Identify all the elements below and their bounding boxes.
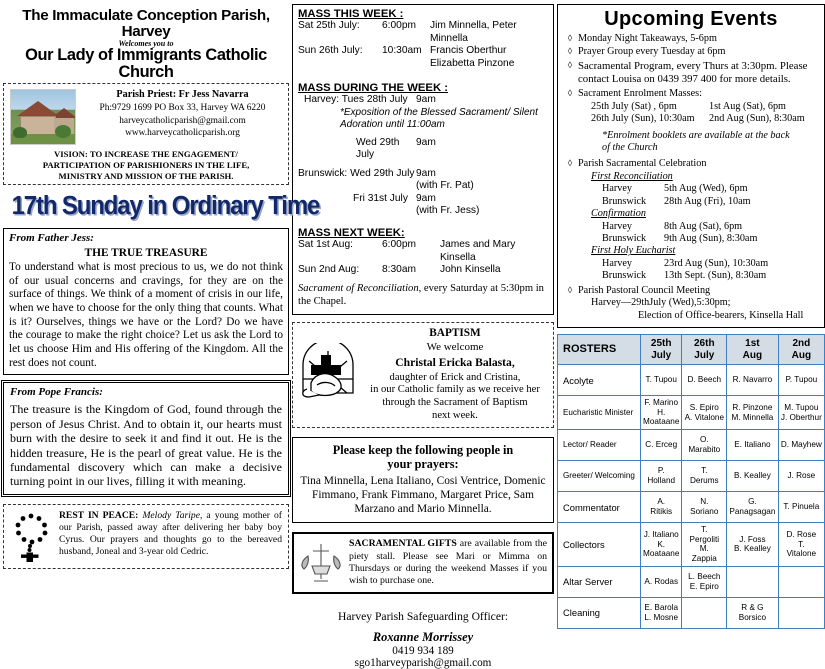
table-row (558, 396, 825, 430)
mass-day: Sat 25th July: (298, 20, 360, 31)
baptism-line-2: in our Catholic family as we receive her (370, 384, 540, 396)
mass-celebrant: (with Fr. Jess) (416, 205, 480, 217)
mass-place: Harvey: Tues 28th July (304, 94, 408, 106)
rosters-header-row (558, 335, 825, 365)
rosary-icon (8, 510, 54, 562)
roster-column-header (640, 335, 681, 365)
roster-cell: R. Pinzone M. Minnella (727, 396, 779, 430)
mass-intention: Jim Minnella, Peter Minnella (430, 20, 517, 44)
rip-body: , a young mother of our Parish, passed away after delivering her baby boy Cyrus. Our prayers and thoughts go to the bereaved husband, Joneal and 3-year old Cedric. (59, 509, 282, 557)
mass-day (298, 58, 382, 71)
roster-cell: L. Beech E. Epiro (682, 566, 727, 597)
mass-row (298, 193, 548, 218)
event-text: Parish Pastoral Council Meeting (578, 284, 711, 296)
table-row (558, 492, 825, 523)
celebration-row (578, 233, 820, 245)
reconciliation-label: Sacrament of Reconciliation (298, 282, 419, 294)
roster-cell: E. Italiano (727, 430, 779, 461)
council-line-2: Election of Office-bearers, Kinsella Hall (638, 309, 804, 321)
event-text: Monday Night Takeaways, 5-6pm (578, 33, 717, 44)
celebration-place: Brunswick (602, 270, 647, 282)
roster-cell: D. Beech (682, 365, 727, 396)
diamond-bullet-icon: ◊ (567, 284, 573, 295)
roster-cell: T. Derums (682, 461, 727, 492)
roster-cell: P. Holland (640, 461, 681, 492)
reconciliation-detail: , every Saturday at 5:30pm in the Chapel. (298, 282, 544, 307)
celebration-date: 13th Sept. (Sun), 8:30am (664, 270, 767, 282)
father-jess-source: From Father Jess: (9, 232, 94, 245)
event-text: Parish Sacramental Celebration (578, 158, 707, 170)
event-item (562, 88, 820, 154)
prayers-box (292, 437, 554, 523)
mass-time: 6:00pm (382, 20, 416, 31)
column-right (557, 4, 825, 622)
pope-francis-box (3, 382, 289, 494)
roster-cell: D. Rose T. Vitalone (778, 523, 824, 567)
mass-time: 9am (416, 192, 436, 204)
mass-time: 9am (416, 94, 436, 106)
council-meeting-group (578, 285, 820, 322)
roster-cell: J. Italiano K. Moataane (640, 523, 681, 567)
baptism-name: Christal Ericka Balasta, (395, 355, 515, 369)
celebration-subtitle: Confirmation (591, 208, 646, 220)
roster-role: Acolyte (558, 365, 641, 396)
church-photo (10, 89, 76, 145)
col-date: 2nd (792, 337, 811, 349)
column-middle (292, 4, 554, 669)
celebration-place: Brunswick (602, 233, 647, 245)
mass-day: Sun 26th July: (298, 45, 363, 57)
father-jess-box (3, 228, 289, 375)
parish-website[interactable]: www.harveycatholicparish.org (125, 128, 240, 139)
enrolment-note-1: *Enrolment booklets are available at the back (602, 129, 790, 141)
adoration-note-1: *Exposition of the Blessed Sacrament/ Silent (340, 106, 538, 118)
enrolment-row (578, 101, 820, 113)
church-title: Our Lady of Immigrants Catholic Church (25, 45, 267, 82)
mass-this-week-rows (298, 20, 548, 70)
prayers-names: Tina Minnella, Lena Italiano, Cosi Ventrice, Domenic Fimmano, Frank Fimmano, Margaret Price, Sam Marzano and Mario Minnella. (300, 475, 546, 515)
roster-cell: G. Panagsagan (727, 492, 779, 523)
celebration-place: Harvey (602, 220, 632, 232)
column-left (3, 4, 320, 579)
roster-column-header (727, 335, 779, 365)
roster-cell: J. Foss B. Kealley (727, 523, 779, 567)
vision-line-3: MINISTRY AND MISSION OF THE PARISH. (58, 170, 234, 181)
roster-cell (727, 566, 779, 597)
pope-francis-body: The treasure is the Kingdom of God, found through the person of Jesus Christ. And to obtain it, our hearts must burn with the desire to seek it and find it out. He is the hidden treasure, He is the pearl of great value. He is the fundamental discovery which can make a decisive turning point in our lives, filling it with meaning. (10, 402, 282, 489)
roster-cell: B. Kealley (727, 461, 779, 492)
roster-role: Greeter/ Welcoming (558, 461, 641, 492)
col-month: July (651, 349, 672, 361)
council-line-1: Harvey—29thJuly (Wed),5:30pm; (591, 297, 731, 309)
roster-cell: A. Ritikis (640, 492, 681, 523)
rosters-table (557, 334, 825, 629)
roster-cell (778, 597, 824, 628)
sunday-banner: 17th Sunday in Ordinary Time (11, 192, 320, 221)
mass-time-extra (416, 168, 548, 193)
safeguarding-phone[interactable]: 0419 934 189 (392, 645, 454, 658)
mass-time (382, 58, 430, 71)
roster-cell (682, 597, 727, 628)
roster-cell: T. Tupou (640, 365, 681, 396)
col-month: July (694, 349, 715, 361)
mass-intention: John Kinsella (440, 264, 501, 276)
roster-cell: N. Soriano (682, 492, 727, 523)
mass-row (298, 58, 548, 71)
event-text: Sacrament Enrolment Masses: (578, 88, 702, 100)
mass-time: 9am (416, 136, 436, 148)
mass-place: Brunswick: Wed 29th July (298, 167, 415, 179)
roster-cell: C. Erceg (640, 430, 681, 461)
mass-times-box (292, 4, 554, 315)
roster-role: Commentator (558, 492, 641, 523)
celebration-place: Harvey (602, 257, 632, 269)
celebration-row (578, 183, 820, 195)
pope-francis-source: From Pope Francis: (10, 386, 103, 399)
baptism-text (363, 327, 547, 423)
mass-time: 9am (416, 167, 436, 179)
parish-priest: Parish Priest: Fr Jess Navarra (116, 89, 249, 101)
mass-time: 10:30am (382, 45, 422, 57)
celebration-place: Harvey (602, 183, 632, 195)
roster-cell: M. Tupou J. Oberthur (778, 396, 824, 430)
mass-day: Sat 1st Aug: (298, 239, 353, 251)
father-jess-body: To understand what is most precious to us, we do not think of our usual concerns and cravings, for they are on the surface of things. We think of a moment of crisis in our life, when we have to choose for the only thing that counts. What is it? Ourselves, things we have or the Lord? Do we have the courage to make the right choice? Let us ask the Lord to let us choose Him and His offering of the Kingdom. All the rest does not count. (9, 261, 283, 369)
reconciliation-note (298, 283, 548, 309)
mass-row (298, 137, 548, 162)
enrolment-left: 25th July (Sat) , 6pm (591, 100, 677, 112)
safeguarding-email[interactable]: sgo1harveyparish@gmail.com (354, 657, 492, 669)
table-row (558, 461, 825, 492)
event-text: Prayer Group every Tuesday at 6pm (578, 46, 726, 58)
celebration-row (578, 196, 820, 208)
baptism-box (292, 322, 554, 429)
baptism-line-4: next week. (432, 409, 478, 421)
roster-cell: D. Mayhew (778, 430, 824, 461)
table-row (558, 523, 825, 567)
mass-time-extra (416, 193, 548, 218)
upcoming-events-box (557, 4, 825, 328)
rest-in-peace-box (3, 504, 289, 569)
event-text: Sacramental Program, every Thurs at 3:30pm. Please contact Louisa on 0439 397 400 for more details. (578, 59, 808, 86)
diamond-bullet-icon: ◊ (567, 33, 573, 43)
mass-next-week-heading: MASS NEXT WEEK: (298, 227, 405, 240)
mass-row (298, 264, 548, 277)
event-item (562, 285, 820, 322)
mass-place: Fri 31st July (353, 192, 408, 204)
roster-cell: R & G Borsico (727, 597, 779, 628)
baptism-line-3: through the Sacrament of Baptism (382, 396, 528, 408)
adoration-note-2: Adoration until 11:00am (340, 118, 445, 130)
gifts-label: SACRAMENTAL GIFTS (349, 538, 457, 550)
roster-role: Collectors (558, 523, 641, 567)
celebration-date: 5th Aug (Wed), 6pm (664, 183, 748, 195)
mass-intention: James and Mary Kinsella (440, 239, 516, 263)
diamond-bullet-icon: ◊ (567, 158, 573, 169)
col-date: 26th (694, 337, 715, 349)
celebration-subtitle: First Reconciliation (591, 170, 673, 182)
father-jess-title: THE TRUE TREASURE (84, 247, 208, 260)
roster-cell: P. Tupou (778, 365, 824, 396)
roster-cell: J. Rose (778, 461, 824, 492)
mass-row (298, 20, 548, 45)
upcoming-events-title: Upcoming Events (604, 8, 778, 30)
col-date: 25th (650, 337, 672, 349)
safeguarding-name: Roxanne Morrissey (372, 630, 474, 645)
sacramental-celebration-group (578, 158, 820, 282)
roster-column-header (682, 335, 727, 365)
roster-cell: E. Barola L. Mosne (640, 597, 681, 628)
diamond-bullet-icon: ◊ (567, 88, 573, 99)
table-row (558, 365, 825, 396)
mass-row (298, 94, 548, 107)
celebration-row (578, 258, 820, 270)
prayers-title-2: your prayers: (387, 457, 459, 472)
roster-role: Cleaning (558, 597, 641, 628)
event-item (562, 60, 820, 86)
safeguarding-title: Harvey Parish Safeguarding Officer: (337, 610, 509, 624)
chalice-wheat-icon (298, 542, 344, 584)
celebration-place: Brunswick (602, 195, 647, 207)
enrolment-note-2: of the Church (602, 141, 658, 153)
mass-celebrant: (with Fr. Pat) (416, 180, 474, 192)
mass-during-week-heading: MASS DURING THE WEEK : (298, 82, 448, 95)
col-date: 1st (745, 337, 760, 349)
mass-row (298, 45, 548, 58)
celebration-date: 8th Aug (Sat), 6pm (664, 220, 743, 232)
baptism-title: BAPTISM (429, 326, 481, 339)
phone-po-box: Ph:9729 1699 PO Box 33, Harvey WA 6220 (99, 103, 266, 114)
enrolment-left: 26th July (Sun), 10:30am (591, 113, 695, 125)
baptism-line-1: daughter of Erick and Cristina, (389, 371, 521, 383)
safeguarding-section (292, 610, 554, 669)
diamond-bullet-icon: ◊ (567, 46, 573, 57)
mass-intention: Francis Oberthur (430, 45, 507, 57)
roster-cell: T. Pergoliti M. Zappia (682, 523, 727, 567)
mass-intention: Elizabetta Pinzone (430, 57, 515, 69)
celebration-date: 23rd Aug (Sun), 10:30am (664, 257, 769, 269)
mass-place: Wed 29th July (356, 136, 400, 161)
rip-label: REST IN PEACE: (59, 509, 139, 521)
mass-row (298, 239, 548, 264)
roster-cell: A. Rodas (640, 566, 681, 597)
parish-email[interactable]: harveycatholicparish@gmail.com (119, 115, 246, 126)
event-enrolment-group (578, 88, 820, 154)
parish-contact-box (3, 83, 289, 185)
col-month: Aug (791, 349, 812, 361)
table-row (558, 430, 825, 461)
col-month: Aug (742, 349, 763, 361)
celebration-row (578, 221, 820, 233)
mass-row (298, 168, 548, 193)
welcomes-text: Welcomes you to (118, 38, 174, 48)
vision-line-1: VISION: TO INCREASE THE ENGAGEMENT/ (54, 149, 238, 160)
prayers-title-1: Please keep the following people in (332, 443, 514, 458)
event-item (562, 33, 820, 45)
table-row (558, 597, 825, 628)
roster-role: Lector/ Reader (558, 430, 641, 461)
table-row (558, 566, 825, 597)
roster-cell: R. Navarro (727, 365, 779, 396)
baptism-welcome: We welcome (426, 340, 484, 353)
roster-role: Altar Server (558, 566, 641, 597)
mass-time: 8:30am (382, 264, 416, 276)
roster-role: Eucharistic Minister (558, 396, 641, 430)
enrolment-right: 1st Aug (Sat), 6pm (709, 100, 786, 112)
enrolment-right: 2nd Aug (Sun), 8:30am (709, 113, 805, 125)
event-item (562, 158, 820, 282)
gifts-body: are available from the piety stall. Please see Mari or Mimma on Thursdays or during the weekend Masses if you wish to purchase one. (349, 538, 547, 587)
mass-time: 6:00pm (382, 239, 416, 251)
roster-cell: O. Marabito (682, 430, 727, 461)
roster-cell: F. Marino H. Moataane (640, 396, 681, 430)
mass-day: Sun 2nd Aug: (298, 264, 360, 276)
mass-this-week-heading: MASS THIS WEEK : (298, 8, 404, 20)
roster-cell: S. Epiro A. Vitalone (682, 396, 727, 430)
roster-column-header (778, 335, 824, 365)
celebration-subtitle: First Holy Eucharist (591, 245, 676, 257)
celebration-date: 28th Aug (Fri), 10am (664, 195, 751, 207)
celebration-row (578, 270, 820, 282)
enrolment-row (578, 113, 820, 125)
sacramental-gifts-box (292, 532, 554, 594)
vision-line-2: PARTICIPATION OF PARISHIONERS IN THE LIFE, (42, 159, 250, 170)
roster-cell: T. Pinuela (778, 492, 824, 523)
sacramental-gifts-text (349, 538, 547, 587)
roster-cell (778, 566, 824, 597)
rosters-title: ROSTERS (558, 335, 641, 365)
rip-name: Melody Taripe (142, 509, 200, 521)
rest-in-peace-text (59, 510, 282, 558)
dove-cross-icon (297, 343, 359, 405)
event-item (562, 46, 820, 58)
diamond-bullet-icon: ◊ (567, 59, 573, 70)
vision-statement (8, 147, 284, 181)
celebration-date: 9th Aug (Sun), 8:30am (664, 233, 758, 245)
parish-title: The Immaculate Conception Parish, Harvey (22, 7, 270, 40)
